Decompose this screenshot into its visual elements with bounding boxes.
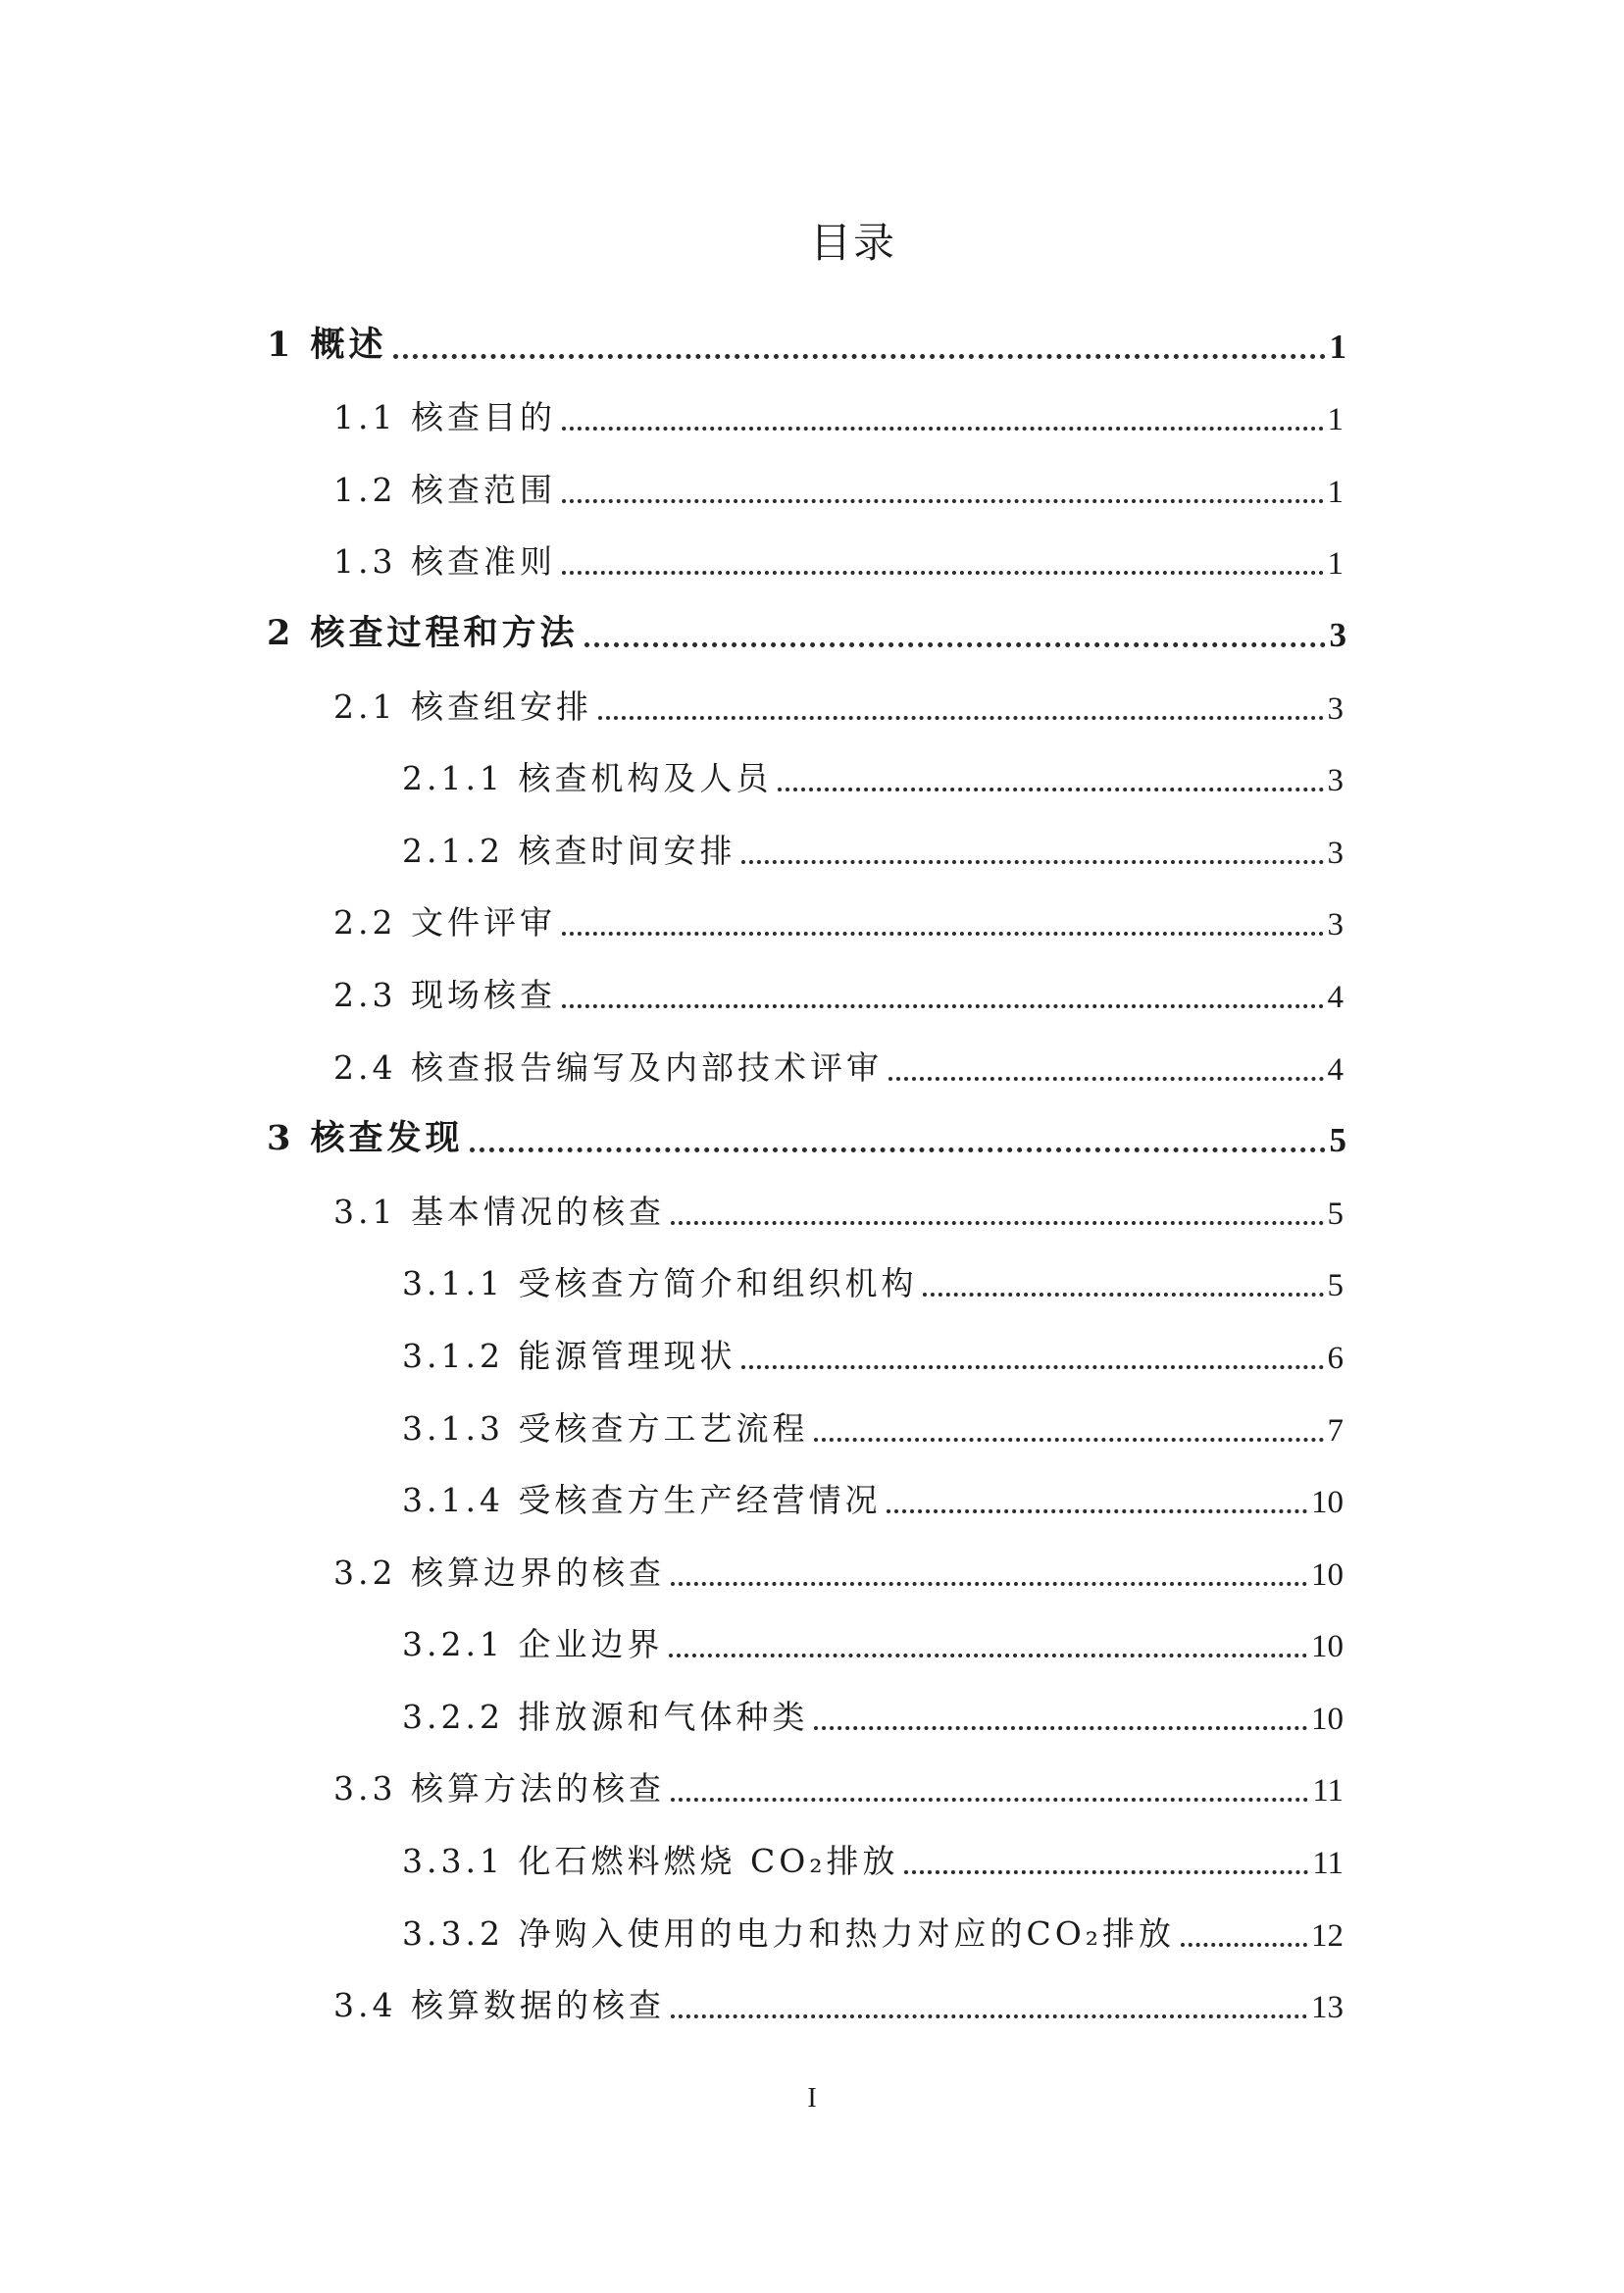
toc-leader-dots [470, 1147, 1326, 1152]
toc-entry-label: 3.1.3 受核查方工艺流程 [402, 1408, 809, 1448]
toc-leader-dots [814, 1726, 1307, 1730]
toc-leader-dots [669, 1654, 1307, 1657]
toc-entry[interactable] [0, 1387, 1624, 1459]
toc-entry-page: 3 [1329, 615, 1346, 654]
toc-entry-page: 5 [1327, 1196, 1344, 1232]
toc-entry-label: 1 概述 [267, 324, 387, 365]
toc-entry-page: 1 [1327, 402, 1344, 438]
toc-leader-dots [562, 1004, 1324, 1008]
toc-leader-dots [814, 1438, 1323, 1442]
toc-entry[interactable] [0, 1604, 1624, 1676]
toc-entry[interactable] [0, 592, 1624, 665]
toc-entry-page: 6 [1327, 1340, 1344, 1376]
toc-entry-label: 2.3 现场核查 [333, 975, 556, 1014]
toc-entry-label: 2.1.2 核查时间安排 [402, 831, 736, 870]
toc-entry[interactable] [0, 1964, 1624, 2037]
toc-entry[interactable] [0, 809, 1624, 882]
table-of-contents [0, 304, 1624, 2036]
toc-entry[interactable] [0, 953, 1624, 1026]
page-number: I [807, 2083, 817, 2114]
toc-leader-dots [562, 571, 1324, 575]
toc-entry-label: 3.1.2 能源管理现状 [402, 1336, 736, 1375]
toc-entry-page: 4 [1327, 979, 1344, 1015]
toc-entry-label: 3 核查发现 [267, 1118, 464, 1159]
toc-entry-page: 3 [1327, 835, 1344, 871]
toc-entry-page: 10 [1311, 1701, 1344, 1737]
toc-entry[interactable] [0, 304, 1624, 377]
toc-entry-page: 11 [1312, 1846, 1344, 1882]
toc-entry[interactable] [0, 1675, 1624, 1748]
toc-entry[interactable] [0, 448, 1624, 521]
toc-entry-page: 3 [1327, 907, 1344, 943]
toc-entry-label: 3.4 核算数据的核查 [333, 1986, 665, 2025]
toc-entry[interactable] [0, 738, 1624, 810]
toc-leader-dots [904, 1870, 1308, 1874]
toc-leader-dots [598, 716, 1324, 720]
toc-entry[interactable] [0, 1170, 1624, 1243]
toc-entry-page: 3 [1327, 690, 1344, 727]
toc-leader-dots [671, 1582, 1307, 1586]
toc-leader-dots [1181, 1943, 1307, 1947]
toc-leader-dots [888, 1077, 1324, 1081]
toc-entry-label: 1.2 核查范围 [333, 470, 556, 509]
toc-entry[interactable] [0, 1892, 1624, 1964]
toc-entry-page: 10 [1311, 1485, 1344, 1521]
toc-entry-page: 10 [1311, 1629, 1344, 1665]
toc-entry-label: 3.1.4 受核查方生产经营情况 [402, 1481, 882, 1520]
toc-entry-label: 1.1 核查目的 [333, 398, 556, 437]
toc-entry-label: 3.3.1 化石燃料燃烧 CO₂排放 [402, 1842, 899, 1881]
toc-entry-label: 3.1 基本情况的核查 [333, 1192, 665, 1231]
toc-entry-label: 3.3.2 净购入使用的电力和热力对应的CO₂排放 [402, 1913, 1175, 1953]
toc-entry-page: 3 [1327, 763, 1344, 799]
toc-entry-label: 3.1.1 受核查方简介和组织机构 [402, 1264, 918, 1303]
toc-entry-page: 1 [1327, 546, 1344, 583]
toc-entry-label: 2.1 核查组安排 [333, 687, 592, 726]
toc-entry[interactable] [0, 1748, 1624, 1820]
toc-entry-label: 3.3 核算方法的核查 [333, 1769, 665, 1809]
toc-entry-label: 3.2 核算边界的核查 [333, 1553, 665, 1592]
toc-entry[interactable] [0, 1314, 1624, 1387]
toc-leader-dots [923, 1293, 1323, 1297]
toc-entry-page: 4 [1327, 1051, 1344, 1088]
toc-entry-page: 12 [1311, 1917, 1344, 1954]
toc-entry[interactable] [0, 1459, 1624, 1532]
toc-entry[interactable] [0, 882, 1624, 954]
toc-entry-page: 7 [1327, 1412, 1344, 1449]
toc-entry[interactable] [0, 521, 1624, 593]
toc-leader-dots [584, 642, 1326, 647]
toc-leader-dots [671, 1221, 1324, 1225]
toc-leader-dots [778, 788, 1323, 791]
toc-entry-page: 10 [1311, 1556, 1344, 1593]
toc-leader-dots [562, 427, 1324, 431]
toc-leader-dots [671, 2014, 1307, 2018]
toc-leader-dots [741, 1365, 1323, 1369]
toc-entry[interactable] [0, 1819, 1624, 1892]
toc-entry[interactable] [0, 1098, 1624, 1171]
toc-entry[interactable] [0, 1026, 1624, 1098]
toc-entry-label: 2.2 文件评审 [333, 903, 556, 943]
toc-entry[interactable] [0, 665, 1624, 738]
toc-leader-dots [393, 354, 1326, 359]
toc-entry-page: 1 [1329, 327, 1346, 366]
toc-leader-dots [887, 1509, 1307, 1513]
toc-entry[interactable] [0, 1531, 1624, 1604]
toc-entry-label: 1.3 核查准则 [333, 542, 556, 582]
toc-entry-page: 11 [1312, 1773, 1344, 1809]
toc-entry-page: 5 [1327, 1268, 1344, 1304]
toc-entry-page: 5 [1329, 1121, 1346, 1160]
toc-leader-dots [562, 932, 1324, 936]
toc-entry-label: 2.4 核查报告编写及内部技术评审 [333, 1047, 883, 1087]
toc-entry-label: 2 核查过程和方法 [267, 612, 579, 653]
toc-entry-label: 3.2.1 企业边界 [402, 1625, 664, 1664]
toc-entry[interactable] [0, 1243, 1624, 1315]
page-title: 目录 [809, 219, 896, 267]
toc-entry-page: 1 [1327, 474, 1344, 510]
toc-entry[interactable] [0, 377, 1624, 449]
toc-entry-label: 2.1.1 核查机构及人员 [402, 759, 773, 798]
toc-leader-dots [741, 860, 1323, 864]
toc-leader-dots [562, 499, 1324, 503]
toc-entry-page: 13 [1311, 1990, 1344, 2026]
toc-entry-label: 3.2.2 排放源和气体种类 [402, 1697, 809, 1736]
toc-leader-dots [671, 1798, 1308, 1802]
